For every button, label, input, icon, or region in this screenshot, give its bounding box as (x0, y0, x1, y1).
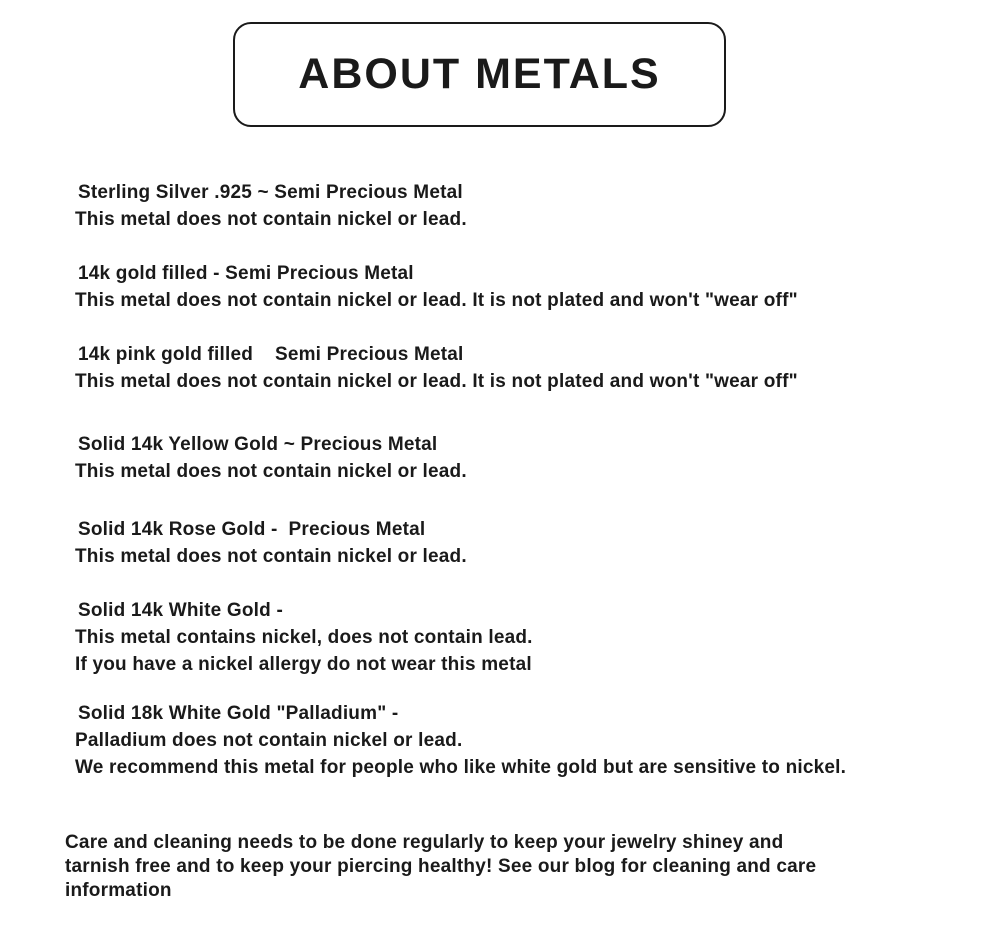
metal-description-line: This metal does not contain nickel or lead. It is not plated and won't "wear off" (75, 290, 798, 311)
metal-heading: Sterling Silver .925 ~ Semi Precious Metal (78, 182, 463, 203)
metals-content (65, 179, 980, 903)
metal-heading: Solid 14k White Gold - (78, 600, 283, 621)
metal-heading: Solid 18k White Gold "Palladium" - (78, 703, 399, 724)
metal-section (75, 700, 980, 781)
care-note-line: information (65, 880, 172, 901)
metal-heading: 14k pink gold filled Semi Precious Metal (78, 344, 464, 365)
metal-section (75, 179, 980, 233)
metal-sections-list (75, 179, 980, 781)
metal-description-line: This metal does not contain nickel or lead. (75, 461, 467, 482)
metal-description-line: This metal does not contain nickel or lead. (75, 546, 467, 567)
metal-description-line: This metal contains nickel, does not contain lead. (75, 627, 533, 648)
care-note-line: tarnish free and to keep your piercing healthy! See our blog for cleaning and care (65, 856, 817, 877)
metal-section (75, 597, 980, 678)
metal-section (75, 431, 980, 485)
metal-section (75, 341, 980, 395)
metal-description-line: If you have a nickel allergy do not wear this metal (75, 654, 532, 675)
metal-description-line: This metal does not contain nickel or lead. (75, 209, 467, 230)
metal-description-line: This metal does not contain nickel or lead. It is not plated and won't "wear off" (75, 371, 798, 392)
title-box (233, 22, 726, 127)
metal-heading: Solid 14k Yellow Gold ~ Precious Metal (78, 434, 438, 455)
page-title: ABOUT METALS (298, 50, 661, 98)
care-note-line: Care and cleaning needs to be done regularly to keep your jewelry shiney and (65, 832, 784, 853)
metal-heading: 14k gold filled - Semi Precious Metal (78, 263, 414, 284)
metal-section (75, 516, 980, 570)
metal-description-line: We recommend this metal for people who like white gold but are sensitive to nickel. (75, 757, 847, 778)
metal-description-line: Palladium does not contain nickel or lead. (75, 730, 463, 751)
metal-section (75, 260, 980, 314)
care-note (65, 831, 980, 903)
metal-heading: Solid 14k Rose Gold - Precious Metal (78, 519, 426, 540)
